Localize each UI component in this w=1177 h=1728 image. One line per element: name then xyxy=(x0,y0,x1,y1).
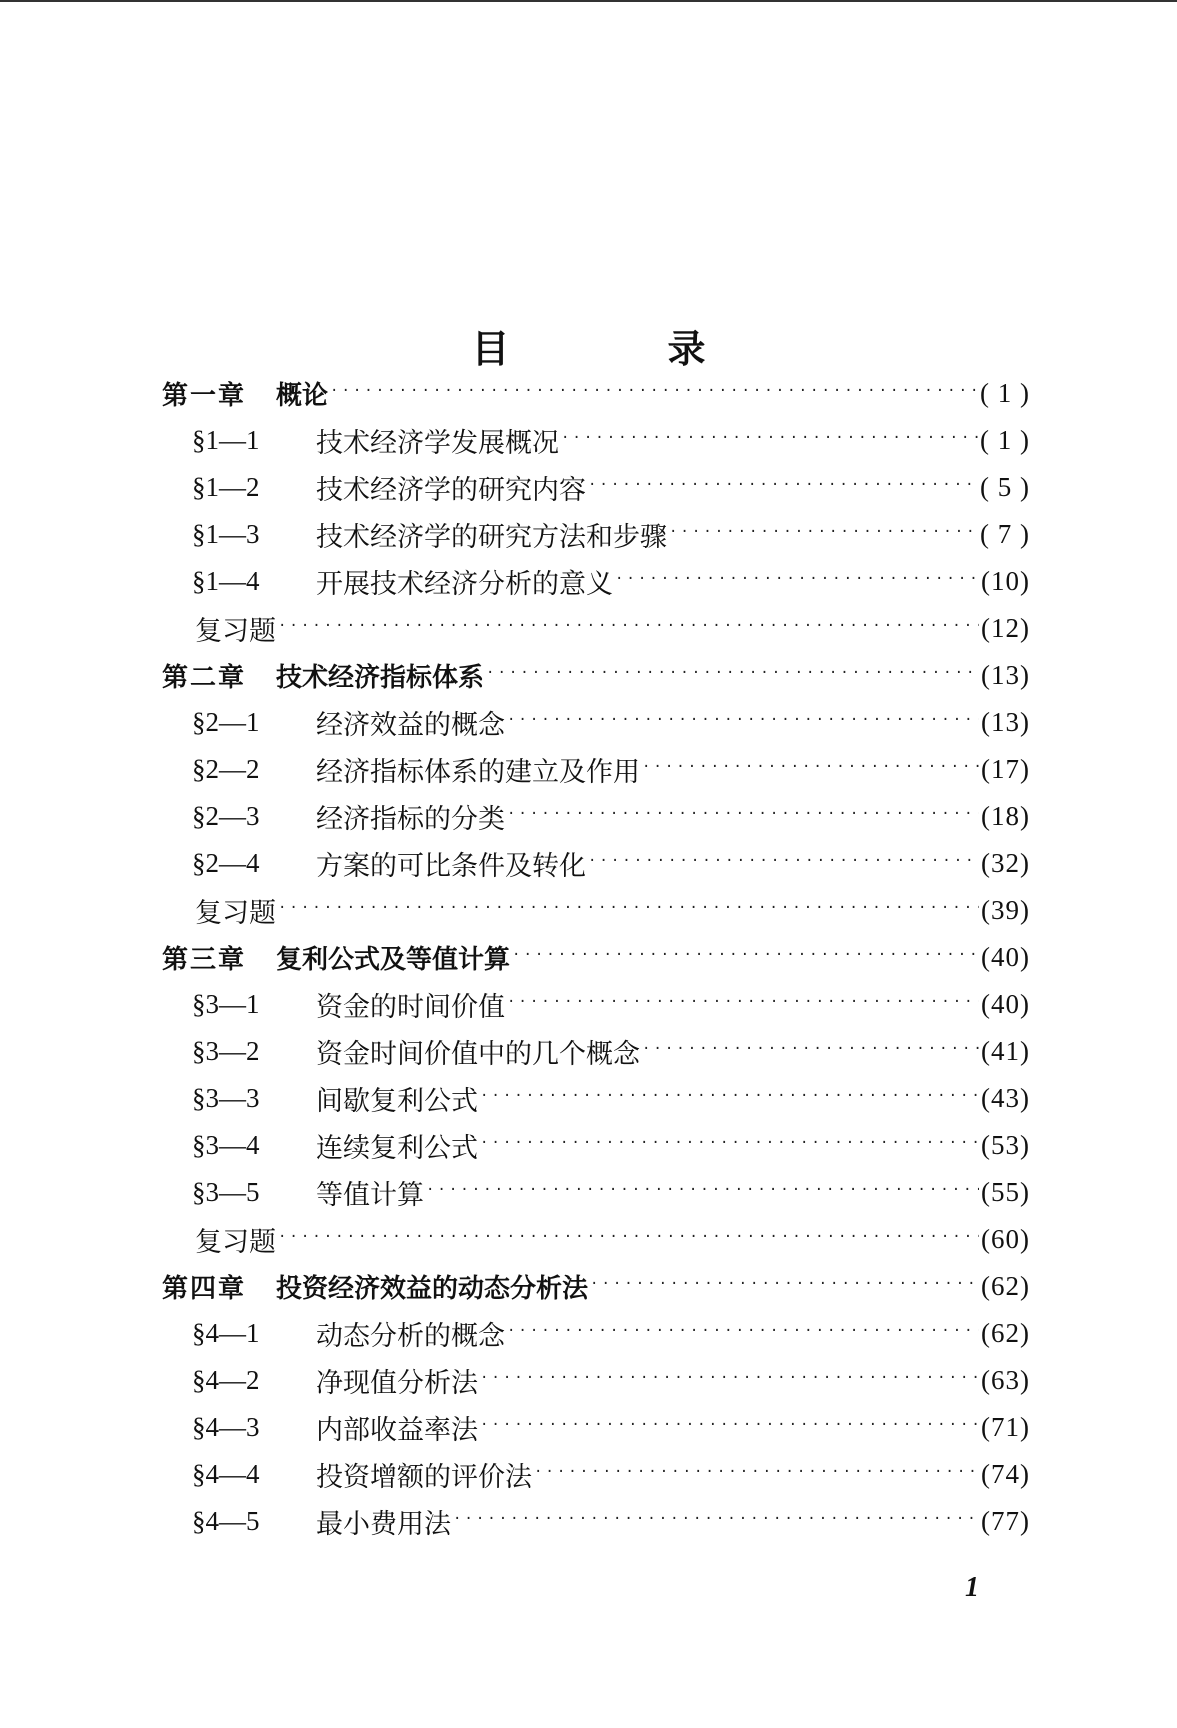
toc-section-1-4[interactable] xyxy=(192,558,1030,605)
chapter-title: 概论 xyxy=(276,381,329,411)
dot-leader xyxy=(426,1179,979,1206)
section-title: 动态分析的概念 xyxy=(316,1321,505,1352)
page-ref: (53) xyxy=(981,1130,1030,1160)
dot-leader xyxy=(588,850,979,877)
page-ref: (62) xyxy=(981,1318,1030,1348)
dot-leader xyxy=(507,1320,979,1347)
page-ref: (41) xyxy=(981,1036,1030,1066)
page-ref: ( 1 ) xyxy=(980,425,1030,455)
page-ref: (32) xyxy=(981,848,1030,878)
section-number: §1—1 xyxy=(192,425,260,455)
page-number: 1 xyxy=(965,1572,979,1603)
section-title: 技术经济学发展概况 xyxy=(316,428,559,459)
section-number: §2—2 xyxy=(192,754,260,784)
chapter-number: 第四章 xyxy=(162,1274,247,1304)
section-number: §4—3 xyxy=(192,1412,260,1442)
section-title: 投资增额的评价法 xyxy=(316,1462,532,1493)
toc-section-3-5[interactable] xyxy=(192,1169,1030,1216)
page-ref: (13) xyxy=(981,707,1030,737)
section-number: §3—5 xyxy=(192,1177,260,1207)
toc-section-3-3[interactable] xyxy=(192,1075,1030,1122)
dot-leader xyxy=(480,1414,979,1441)
dot-leader xyxy=(480,1132,979,1159)
dot-leader xyxy=(507,709,979,736)
page-ref: ( 5 ) xyxy=(980,472,1030,502)
toc-section-2-4[interactable] xyxy=(192,840,1030,887)
section-title: 间歇复利公式 xyxy=(316,1086,478,1117)
page-ref: (77) xyxy=(981,1506,1030,1536)
page-ref: ( 7 ) xyxy=(980,519,1030,549)
dot-leader xyxy=(512,944,979,971)
section-title: 方案的可比条件及转化 xyxy=(316,851,586,882)
page-ref: (40) xyxy=(981,942,1030,972)
section-title: 内部收益率法 xyxy=(316,1415,478,1446)
toc-section-3-1[interactable] xyxy=(192,981,1030,1028)
dot-leader xyxy=(278,1226,979,1253)
page-ref: (43) xyxy=(981,1083,1030,1113)
chapter-number: 第二章 xyxy=(162,663,247,693)
toc-section-1-3[interactable] xyxy=(192,511,1030,558)
section-number: §2—3 xyxy=(192,801,260,831)
dot-leader xyxy=(453,1508,979,1535)
page-ref: (60) xyxy=(981,1224,1030,1254)
toc-section-4-5[interactable] xyxy=(192,1498,1030,1545)
section-title: 资金的时间价值 xyxy=(316,992,505,1023)
toc-section-2-1[interactable] xyxy=(192,699,1030,746)
page-ref: (12) xyxy=(981,613,1030,643)
section-number: §3—1 xyxy=(192,989,260,1019)
page-ref: ( 1 ) xyxy=(980,378,1030,408)
section-title: 开展技术经济分析的意义 xyxy=(316,569,613,600)
dot-leader xyxy=(278,897,979,924)
dot-leader xyxy=(590,1273,979,1300)
page-ref: (71) xyxy=(981,1412,1030,1442)
page-ref: (63) xyxy=(981,1365,1030,1395)
section-number: §1—2 xyxy=(192,472,260,502)
page-ref: (62) xyxy=(981,1271,1030,1301)
dot-leader xyxy=(507,991,979,1018)
section-number: §4—5 xyxy=(192,1506,260,1536)
section-title: 经济效益的概念 xyxy=(316,710,505,741)
toc-chapter-4[interactable] xyxy=(162,1263,1030,1310)
section-number: §4—1 xyxy=(192,1318,260,1348)
page-ref: (13) xyxy=(981,660,1030,690)
section-title: 资金时间价值中的几个概念 xyxy=(316,1039,640,1070)
toc-review-1[interactable] xyxy=(195,605,1030,652)
dot-leader xyxy=(642,756,979,783)
page-ref: (39) xyxy=(981,895,1030,925)
chapter-title: 投资经济效益的动态分析法 xyxy=(276,1274,589,1304)
toc-chapter-2[interactable] xyxy=(162,652,1030,699)
section-number: §3—4 xyxy=(192,1130,260,1160)
review-title: 复习题 xyxy=(195,616,276,647)
dot-leader xyxy=(669,521,978,548)
toc-review-2[interactable] xyxy=(195,887,1030,934)
toc-chapter-3[interactable] xyxy=(162,934,1030,981)
dot-leader xyxy=(588,474,978,501)
section-number: §3—2 xyxy=(192,1036,260,1066)
section-title: 净现值分析法 xyxy=(316,1368,478,1399)
section-title: 最小费用法 xyxy=(316,1509,451,1540)
page-ref: (40) xyxy=(981,989,1030,1019)
section-number: §1—4 xyxy=(192,566,260,596)
toc-section-2-2[interactable] xyxy=(192,746,1030,793)
toc-chapter-1[interactable] xyxy=(162,370,1030,417)
section-title: 经济指标体系的建立及作用 xyxy=(316,757,640,788)
page-ref: (74) xyxy=(981,1459,1030,1489)
review-title: 复习题 xyxy=(195,1227,276,1258)
section-title: 技术经济学的研究方法和步骤 xyxy=(316,522,667,553)
dot-leader xyxy=(480,1367,979,1394)
toc-section-1-1[interactable] xyxy=(192,417,1030,464)
toc-section-3-4[interactable] xyxy=(192,1122,1030,1169)
toc-section-2-3[interactable] xyxy=(192,793,1030,840)
dot-leader xyxy=(330,380,978,407)
chapter-title: 复利公式及等值计算 xyxy=(276,945,511,975)
section-title: 技术经济学的研究内容 xyxy=(316,475,586,506)
dot-leader xyxy=(480,1085,979,1112)
dot-leader xyxy=(507,803,979,830)
section-number: §3—3 xyxy=(192,1083,260,1113)
dot-leader xyxy=(534,1461,979,1488)
section-number: §2—4 xyxy=(192,848,260,878)
dot-leader xyxy=(615,568,979,595)
section-number: §1—3 xyxy=(192,519,260,549)
toc-section-4-2[interactable] xyxy=(192,1357,1030,1404)
page-ref: (10) xyxy=(981,566,1030,596)
page-ref: (17) xyxy=(981,754,1030,784)
dot-leader xyxy=(561,427,978,454)
toc-section-1-2[interactable] xyxy=(192,464,1030,511)
dot-leader xyxy=(642,1038,979,1065)
toc-section-4-3[interactable] xyxy=(192,1404,1030,1451)
chapter-title: 技术经济指标体系 xyxy=(276,663,485,693)
dot-leader xyxy=(486,662,979,689)
toc-section-4-4[interactable] xyxy=(192,1451,1030,1498)
section-title: 连续复利公式 xyxy=(316,1133,478,1164)
page-top-edge xyxy=(0,0,1177,2)
toc-section-3-2[interactable] xyxy=(192,1028,1030,1075)
section-number: §2—1 xyxy=(192,707,260,737)
review-title: 复习题 xyxy=(195,898,276,929)
chapter-number: 第三章 xyxy=(162,945,247,975)
section-title: 等值计算 xyxy=(316,1180,424,1211)
section-number: §4—4 xyxy=(192,1459,260,1489)
page-ref: (55) xyxy=(981,1177,1030,1207)
section-number: §4—2 xyxy=(192,1365,260,1395)
section-title: 经济指标的分类 xyxy=(316,804,505,835)
toc-section-4-1[interactable] xyxy=(192,1310,1030,1357)
page-title: 目 录 xyxy=(471,327,766,371)
dot-leader xyxy=(278,615,979,642)
page-ref: (18) xyxy=(981,801,1030,831)
toc-review-3[interactable] xyxy=(195,1216,1030,1263)
chapter-number: 第一章 xyxy=(162,381,247,411)
